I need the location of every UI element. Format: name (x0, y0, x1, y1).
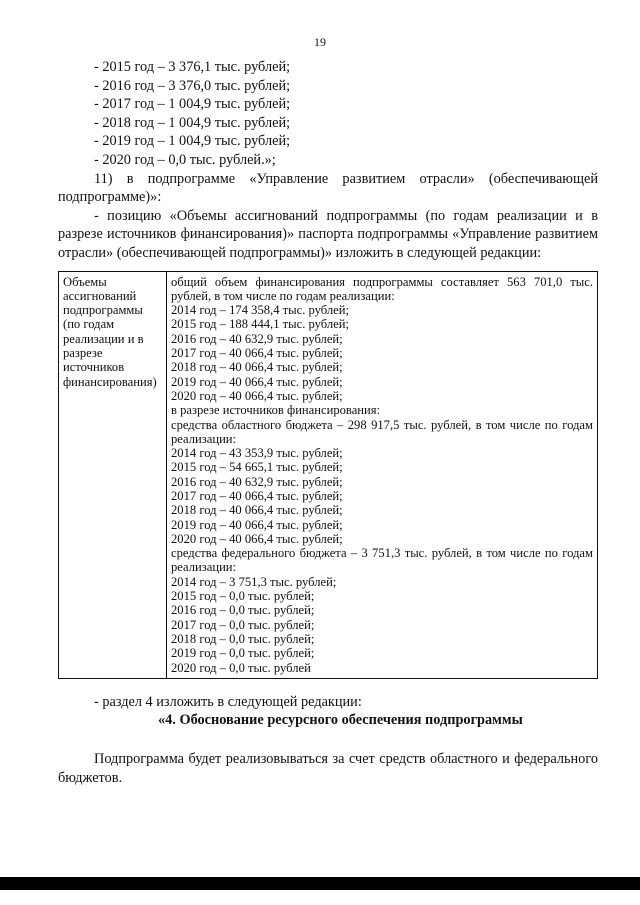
section4-heading: «4. Обоснование ресурсного обеспечения подпрограммы (158, 712, 523, 729)
table-line: 2018 год – 40 066,4 тыс. рублей; (171, 503, 343, 518)
table-line: 2020 год – 40 066,4 тыс. рублей; (171, 388, 343, 403)
table-value-cell (167, 272, 597, 678)
list-item: - 2020 год – 0,0 тыс. рублей.»; (94, 151, 276, 168)
page-number: 19 (314, 35, 326, 49)
year-list (58, 58, 598, 170)
table-line: 2015 год – 54 665,1 тыс. рублей; (171, 460, 343, 475)
table-line: 2015 год – 0,0 тыс. рублей; (171, 589, 315, 604)
table-line: 2016 год – 0,0 тыс. рублей; (171, 603, 315, 618)
table-line: 2014 год – 3 751,3 тыс. рублей; (171, 574, 337, 589)
section4-instruction: - раздел 4 изложить в следующей редакции: (94, 693, 362, 710)
list-item: - 2017 год – 1 004,9 тыс. рублей; (94, 96, 291, 113)
table-line: средства федерального бюджета – 3 751,3 тыс. рублей, в том числе по годам реализации: (171, 546, 593, 575)
table-line: 2014 год – 43 353,9 тыс. рублей; (171, 446, 343, 461)
table-line: 2020 год – 0,0 тыс. рублей (171, 660, 311, 675)
list-item: - 2018 год – 1 004,9 тыс. рублей; (94, 114, 291, 131)
scan-edge-bar (0, 877, 640, 890)
table-line: средства областного бюджета – 298 917,5 тыс. рублей, в том числе по годам реализации: (171, 417, 593, 446)
table-line: 2018 год – 0,0 тыс. рублей; (171, 631, 315, 646)
table-line: общий объем финансирования подпрограммы составляет 563 701,0 тыс. рублей, в том числе по годам реализации: (171, 274, 593, 303)
table-line: 2018 год – 40 066,4 тыс. рублей; (171, 360, 343, 375)
table-line: 2014 год – 174 358,4 тыс. рублей; (171, 303, 349, 318)
table-line: 2019 год – 40 066,4 тыс. рублей; (171, 374, 343, 389)
table-line: 2017 год – 40 066,4 тыс. рублей; (171, 488, 343, 503)
table-line: 2016 год – 40 632,9 тыс. рублей; (171, 474, 343, 489)
table-line: 2017 год – 40 066,4 тыс. рублей; (171, 346, 343, 361)
document-body (58, 58, 598, 787)
table-line: 2020 год – 40 066,4 тыс. рублей; (171, 531, 343, 546)
paragraph-11: 11) в подпрограмме «Управление развитием отрасли» (обеспечивающей подпрограмме)»: (58, 170, 598, 206)
list-item: - 2015 год – 3 376,1 тыс. рублей; (94, 59, 291, 75)
final-paragraph: Подпрограмма будет реализовываться за счет средств областного и федерального бюджетов. (58, 751, 598, 786)
passport-table (58, 271, 598, 679)
table-line: в разрезе источников финансирования: (171, 403, 381, 418)
list-item: - 2016 год – 3 376,0 тыс. рублей; (94, 77, 291, 94)
table-line: 2017 год – 0,0 тыс. рублей; (171, 617, 315, 632)
table-line: 2019 год – 0,0 тыс. рублей; (171, 646, 315, 661)
table-label-cell: Объемы ассигнований подпрограммы (по годам реализации и в разрезе источников финансирования) (59, 272, 167, 678)
table-line: 2015 год – 188 444,1 тыс. рублей; (171, 317, 349, 332)
table-line: 2019 год – 40 066,4 тыс. рублей; (171, 517, 343, 532)
paragraph-position: - позицию «Объемы ассигнований подпрограммы (по годам реализации и в разрезе источников финансирования)» паспорта подпрограммы «Управление развитием отрасли» (обеспечивающей подпрограммы)» изложить в следующей редакции: (58, 207, 598, 261)
table-line: 2016 год – 40 632,9 тыс. рублей; (171, 331, 343, 346)
list-item: - 2019 год – 1 004,9 тыс. рублей; (94, 133, 291, 150)
